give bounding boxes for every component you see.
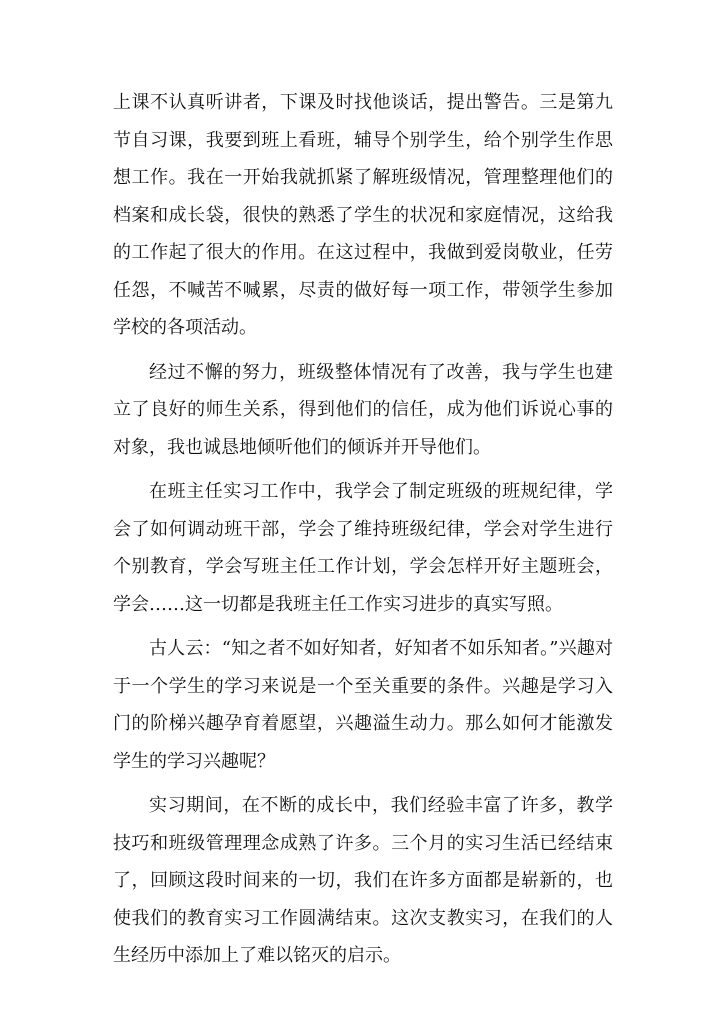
paragraph-2: 经过不懈的努力，班级整体情况有了改善，我与学生也建立了良好的师生关系，得到他们的信任，成为他们诉说心事的对象，我也诚恳地倾听他们的倾诉并开导他们。 — [113, 361, 613, 458]
paragraph-5: 实习期间，在不断的成长中，我们经验丰富了许多，教学技巧和班级管理理念成熟了许多。三个月的实习生活已经结束了，回顾这段时间来的一切，我们在许多方面都是崭新的，也使我们的教育实习工作圆满结束。这次支教实习，在我们的人生经历中添加上了难以铭灭的启示。 — [113, 795, 613, 966]
paragraph-1: 上课不认真听讲者，下课及时找他谈话，提出警告。三是第九节自习课，我要到班上看班，辅导个别学生，给个别学生作思想工作。我在一开始我就抓紧了解班级情况，管理整理他们的档案和成长袋，很快的熟悉了学生的状况和家庭情况，这给我的工作起了很大的作用。在这过程中，我做到爱岗敬业，任劳任怨，不喊苦不喊累，尽责的做好每一项工作，带领学生参加学校的各项活动。 — [113, 92, 613, 338]
paragraph-3: 在班主任实习工作中，我学会了制定班级的班规纪律，学会了如何调动班干部，学会了维持班级纪律，学会对学生进行个别教育，学会写班主任工作计划，学会怎样开好主题班会，学会……这一切都是我班主任工作实习进步的真实写照。 — [113, 481, 613, 615]
document-body — [113, 84, 613, 975]
paragraph-4: 古人云：“知之者不如好知者，好知者不如乐知者。”兴趣对于一个学生的学习来说是一个至关重要的条件。兴趣是学习入门的阶梯兴趣孕育着愿望，兴趣溢生动力。那么如何才能激发学生的学习兴趣呢？ — [113, 638, 613, 772]
